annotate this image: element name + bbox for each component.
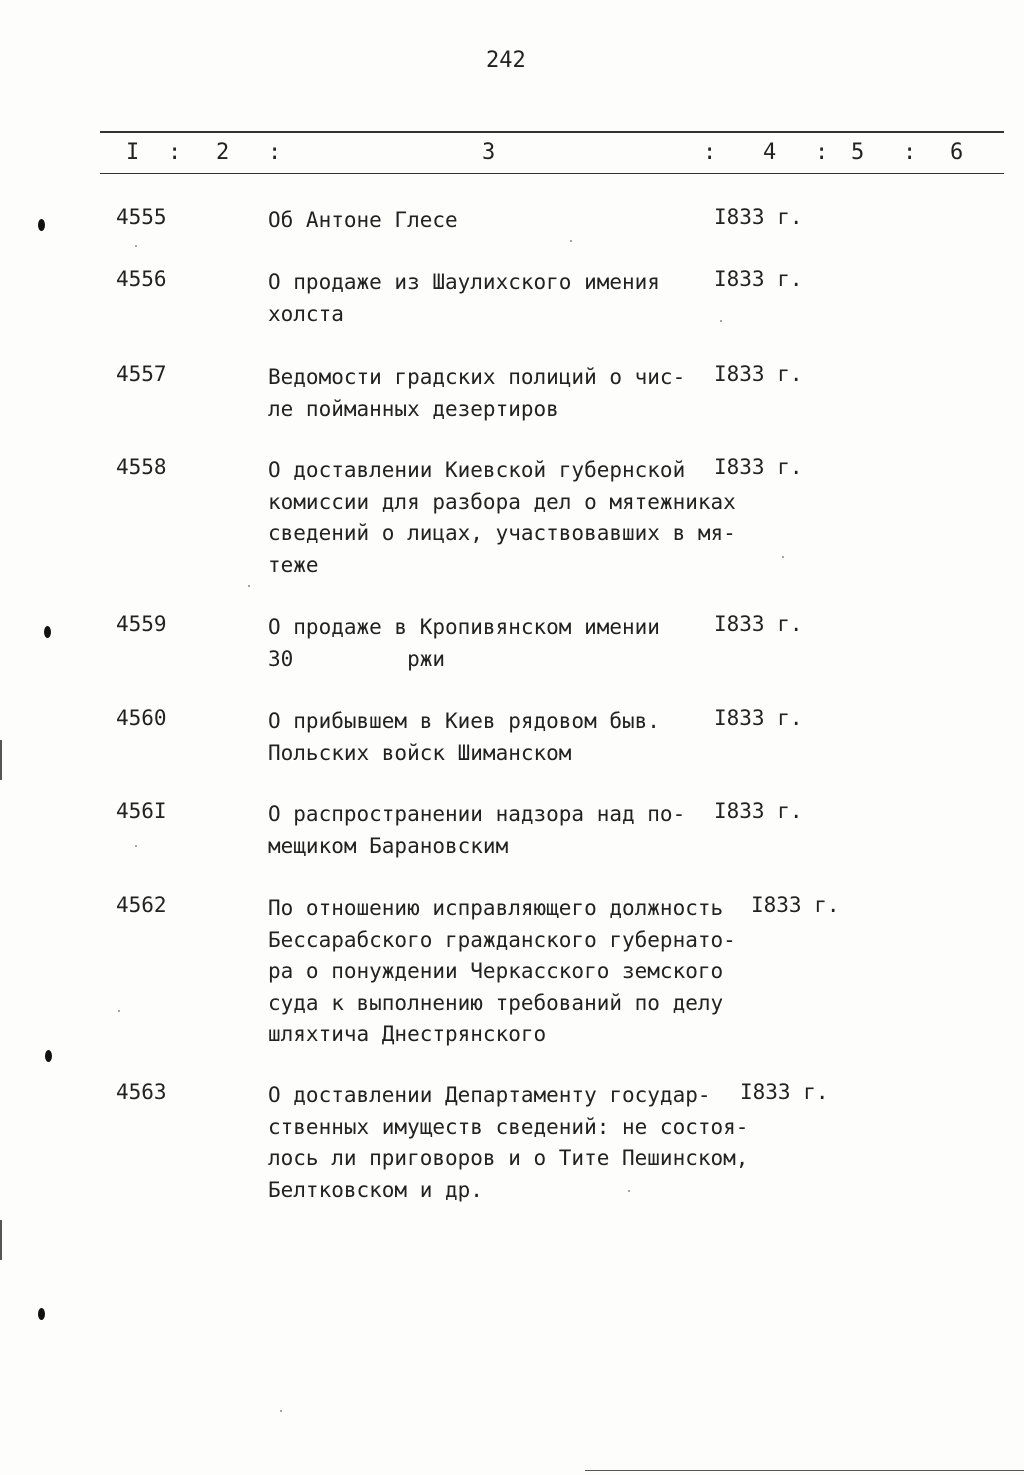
entry-number: 4558 [116, 455, 167, 479]
header-sep5: : [903, 140, 917, 165]
entry-year: I833 г. [714, 799, 803, 823]
entry-line: сведений о лицах, участвовавших в мя- [268, 521, 736, 545]
entry-line: О продаже из Шаулихского имения [268, 270, 660, 294]
binding-hole-mark [45, 1050, 52, 1062]
entry-line: Белтковском и др. [268, 1177, 483, 1202]
header-bottom-rule [100, 173, 1004, 174]
entry-line: лось ли приговоров и о Тите Пешинском, [268, 1146, 749, 1170]
entry-number: 456I [116, 799, 167, 823]
scan-speck [720, 320, 722, 322]
entry-number: 4557 [116, 362, 167, 386]
header-sep3: : [703, 140, 717, 165]
entry-line: комиссии для разбора дел о мятежниках [268, 489, 736, 514]
entry-line: суда к выполнению требований по делу [268, 990, 724, 1015]
header-top-rule [100, 131, 1004, 133]
entry-line: О распространении надзора над по- [268, 802, 686, 826]
scan-speck [570, 240, 572, 242]
entry-line: шляхтича Днестрянского [268, 1022, 547, 1046]
entry-number: 4555 [116, 205, 167, 229]
entry-year: I833 г. [714, 455, 803, 479]
entry-line: ственных имуществ сведений: не состоя- [268, 1114, 749, 1139]
header-col5: 5 [851, 140, 865, 165]
entry-line: 30 ржи [268, 646, 446, 671]
entry-description [268, 893, 736, 1051]
scan-speck [280, 1410, 282, 1412]
header-sep1: : [168, 140, 182, 165]
entry-line: По отношению исправляющего должность [268, 896, 724, 920]
scan-speck [135, 845, 137, 847]
binding-hole-mark [38, 1308, 45, 1320]
entry-line: теже [268, 552, 319, 577]
header-col2: 2 [216, 140, 230, 165]
entry-description [268, 267, 660, 330]
entry-description [268, 455, 736, 581]
header-col3: 3 [482, 140, 496, 165]
entry-year: I833 г. [714, 267, 803, 291]
entry-year: I833 г. [714, 612, 803, 636]
entry-description [268, 205, 458, 237]
scan-speck [248, 585, 250, 587]
entry-number: 4563 [116, 1080, 167, 1104]
scan-speck [782, 556, 784, 558]
header-sep4: : [815, 140, 829, 165]
entry-line: Об Антоне Глесе [268, 208, 458, 232]
entry-description [268, 706, 660, 769]
entry-line: О прибывшем в Киев рядовом быв. [268, 709, 660, 733]
entry-line: Польских войск Шиманском [268, 740, 572, 765]
binding-hole-mark [38, 219, 45, 231]
header-col6: 6 [950, 140, 964, 165]
entry-year: I833 г. [714, 706, 803, 730]
entry-line: Бессарабского гражданского губернато- [268, 927, 736, 952]
entry-line: холста [268, 301, 344, 326]
entry-line: О продаже в Кропивянском имении [268, 615, 660, 639]
entry-line: ра о понуждении Черкасского земского [268, 959, 724, 983]
scan-speck [118, 1010, 120, 1012]
page-edge-shadow [0, 1220, 2, 1260]
entry-number: 4560 [116, 706, 167, 730]
entry-description [268, 612, 660, 675]
header-col1: I [126, 140, 140, 165]
entry-line: мещиком Барановским [268, 833, 509, 858]
entry-line: ле пойманных дезертиров [268, 396, 559, 421]
page-number: 242 [486, 48, 526, 73]
entry-description [268, 1080, 748, 1206]
entry-line: О доставлении Департаменту государ- [268, 1083, 711, 1107]
header-col4: 4 [763, 140, 777, 165]
entry-line: Ведомости градских полиций о чис- [268, 365, 686, 389]
entry-line: О доставлении Киевской губернской [268, 458, 686, 482]
header-sep2: : [268, 140, 282, 165]
entry-year: I833 г. [740, 1080, 829, 1104]
page-bottom-line [585, 1470, 1024, 1471]
entry-number: 4556 [116, 267, 167, 291]
scan-speck [135, 245, 137, 247]
entry-number: 4562 [116, 893, 167, 917]
entry-year: I833 г. [751, 893, 840, 917]
entry-year: I833 г. [714, 205, 803, 229]
scan-speck [628, 1190, 630, 1192]
entry-description [268, 799, 685, 862]
entry-year: I833 г. [714, 362, 803, 386]
entry-number: 4559 [116, 612, 167, 636]
entry-description [268, 362, 685, 425]
page-edge-shadow [0, 740, 2, 780]
binding-hole-mark [44, 626, 51, 638]
